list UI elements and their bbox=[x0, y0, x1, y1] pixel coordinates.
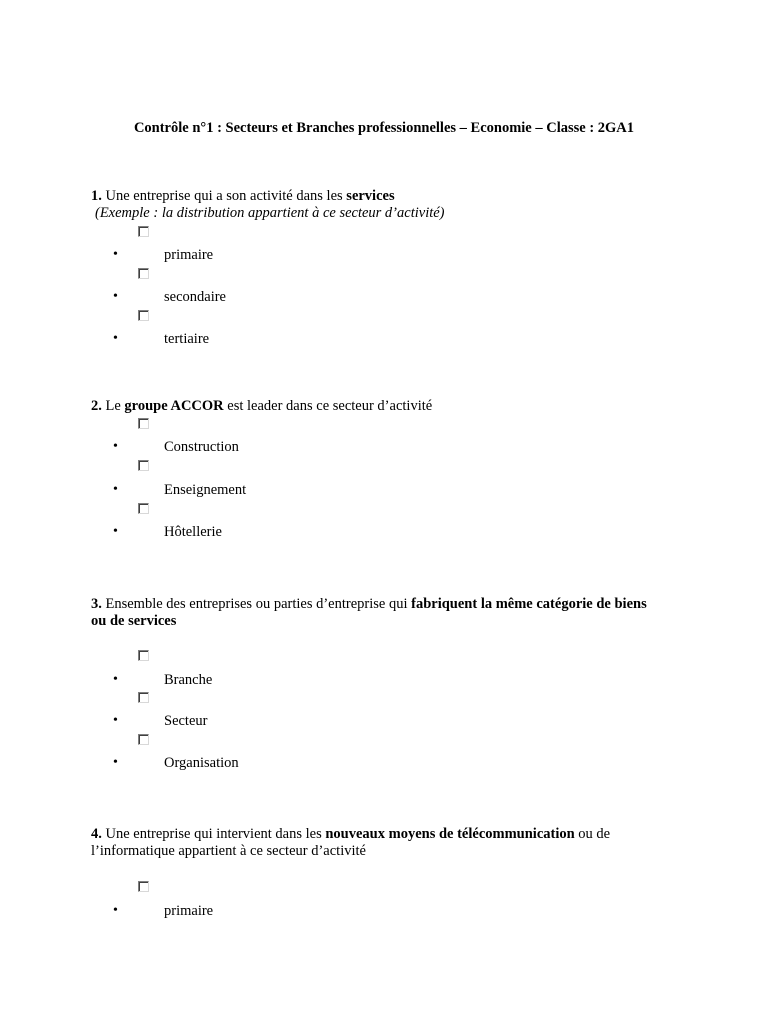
question-2 bbox=[91, 398, 661, 415]
option-label: Branche bbox=[164, 672, 213, 688]
bullet: • bbox=[113, 289, 118, 304]
question-text: Ensemble des entreprises ou parties d’entreprise qui bbox=[101, 596, 412, 612]
bullet: • bbox=[113, 482, 118, 497]
question-keyword: nouveaux moyens de télécommunication bbox=[325, 826, 575, 842]
answer-checkbox-3c[interactable] bbox=[138, 734, 149, 745]
option-label: Hôtellerie bbox=[164, 524, 222, 540]
bullet: • bbox=[113, 439, 118, 454]
answer-checkbox-1c[interactable] bbox=[138, 310, 149, 321]
answer-checkbox-1a[interactable] bbox=[138, 226, 149, 237]
question-keyword: fabriquent la même catégorie de biens ou de services bbox=[91, 596, 647, 629]
bullet: • bbox=[113, 903, 118, 918]
question-hint: (Exemple : la distribution appartient à ce secteur d’activité) bbox=[95, 205, 445, 221]
answer-checkbox-2a[interactable] bbox=[138, 418, 149, 429]
question-text: est leader dans ce secteur d’activité bbox=[223, 398, 433, 414]
answer-checkbox-3a[interactable] bbox=[138, 650, 149, 661]
option-label: primaire bbox=[164, 903, 214, 919]
question-number: 2. bbox=[91, 398, 102, 414]
question-keyword: groupe ACCOR bbox=[124, 398, 224, 414]
question-text: Une entreprise qui a son activité dans les bbox=[101, 188, 347, 204]
bullet: • bbox=[113, 331, 118, 346]
question-1 bbox=[91, 188, 661, 222]
question-keyword: services bbox=[346, 188, 395, 204]
bullet: • bbox=[113, 247, 118, 262]
question-number: 1. bbox=[91, 188, 102, 204]
question-number: 4. bbox=[91, 826, 102, 842]
question-3 bbox=[91, 596, 661, 630]
option-label: Organisation bbox=[164, 755, 239, 771]
answer-checkbox-2c[interactable] bbox=[138, 503, 149, 514]
option-label: tertiaire bbox=[164, 331, 210, 347]
answer-checkbox-1b[interactable] bbox=[138, 268, 149, 279]
option-label: Construction bbox=[164, 439, 239, 455]
bullet: • bbox=[113, 672, 118, 687]
question-4 bbox=[91, 826, 661, 860]
answer-checkbox-3b[interactable] bbox=[138, 692, 149, 703]
answer-checkbox-2b[interactable] bbox=[138, 460, 149, 471]
option-label: Secteur bbox=[164, 713, 208, 729]
question-text: Une entreprise qui intervient dans les bbox=[101, 826, 326, 842]
bullet: • bbox=[113, 713, 118, 728]
answer-checkbox-4a[interactable] bbox=[138, 881, 149, 892]
option-label: secondaire bbox=[164, 289, 226, 305]
page-title: Contrôle n°1 : Secteurs et Branches professionnelles – Economie – Classe : 2GA1 bbox=[133, 120, 635, 136]
option-label: primaire bbox=[164, 247, 214, 263]
option-label: Enseignement bbox=[164, 482, 247, 498]
question-text: ou de l’informatique appartient à ce secteur d’activité bbox=[91, 826, 611, 859]
question-number: 3. bbox=[91, 596, 102, 612]
question-text: Le bbox=[101, 398, 125, 414]
bullet: • bbox=[113, 524, 118, 539]
bullet: • bbox=[113, 755, 118, 770]
